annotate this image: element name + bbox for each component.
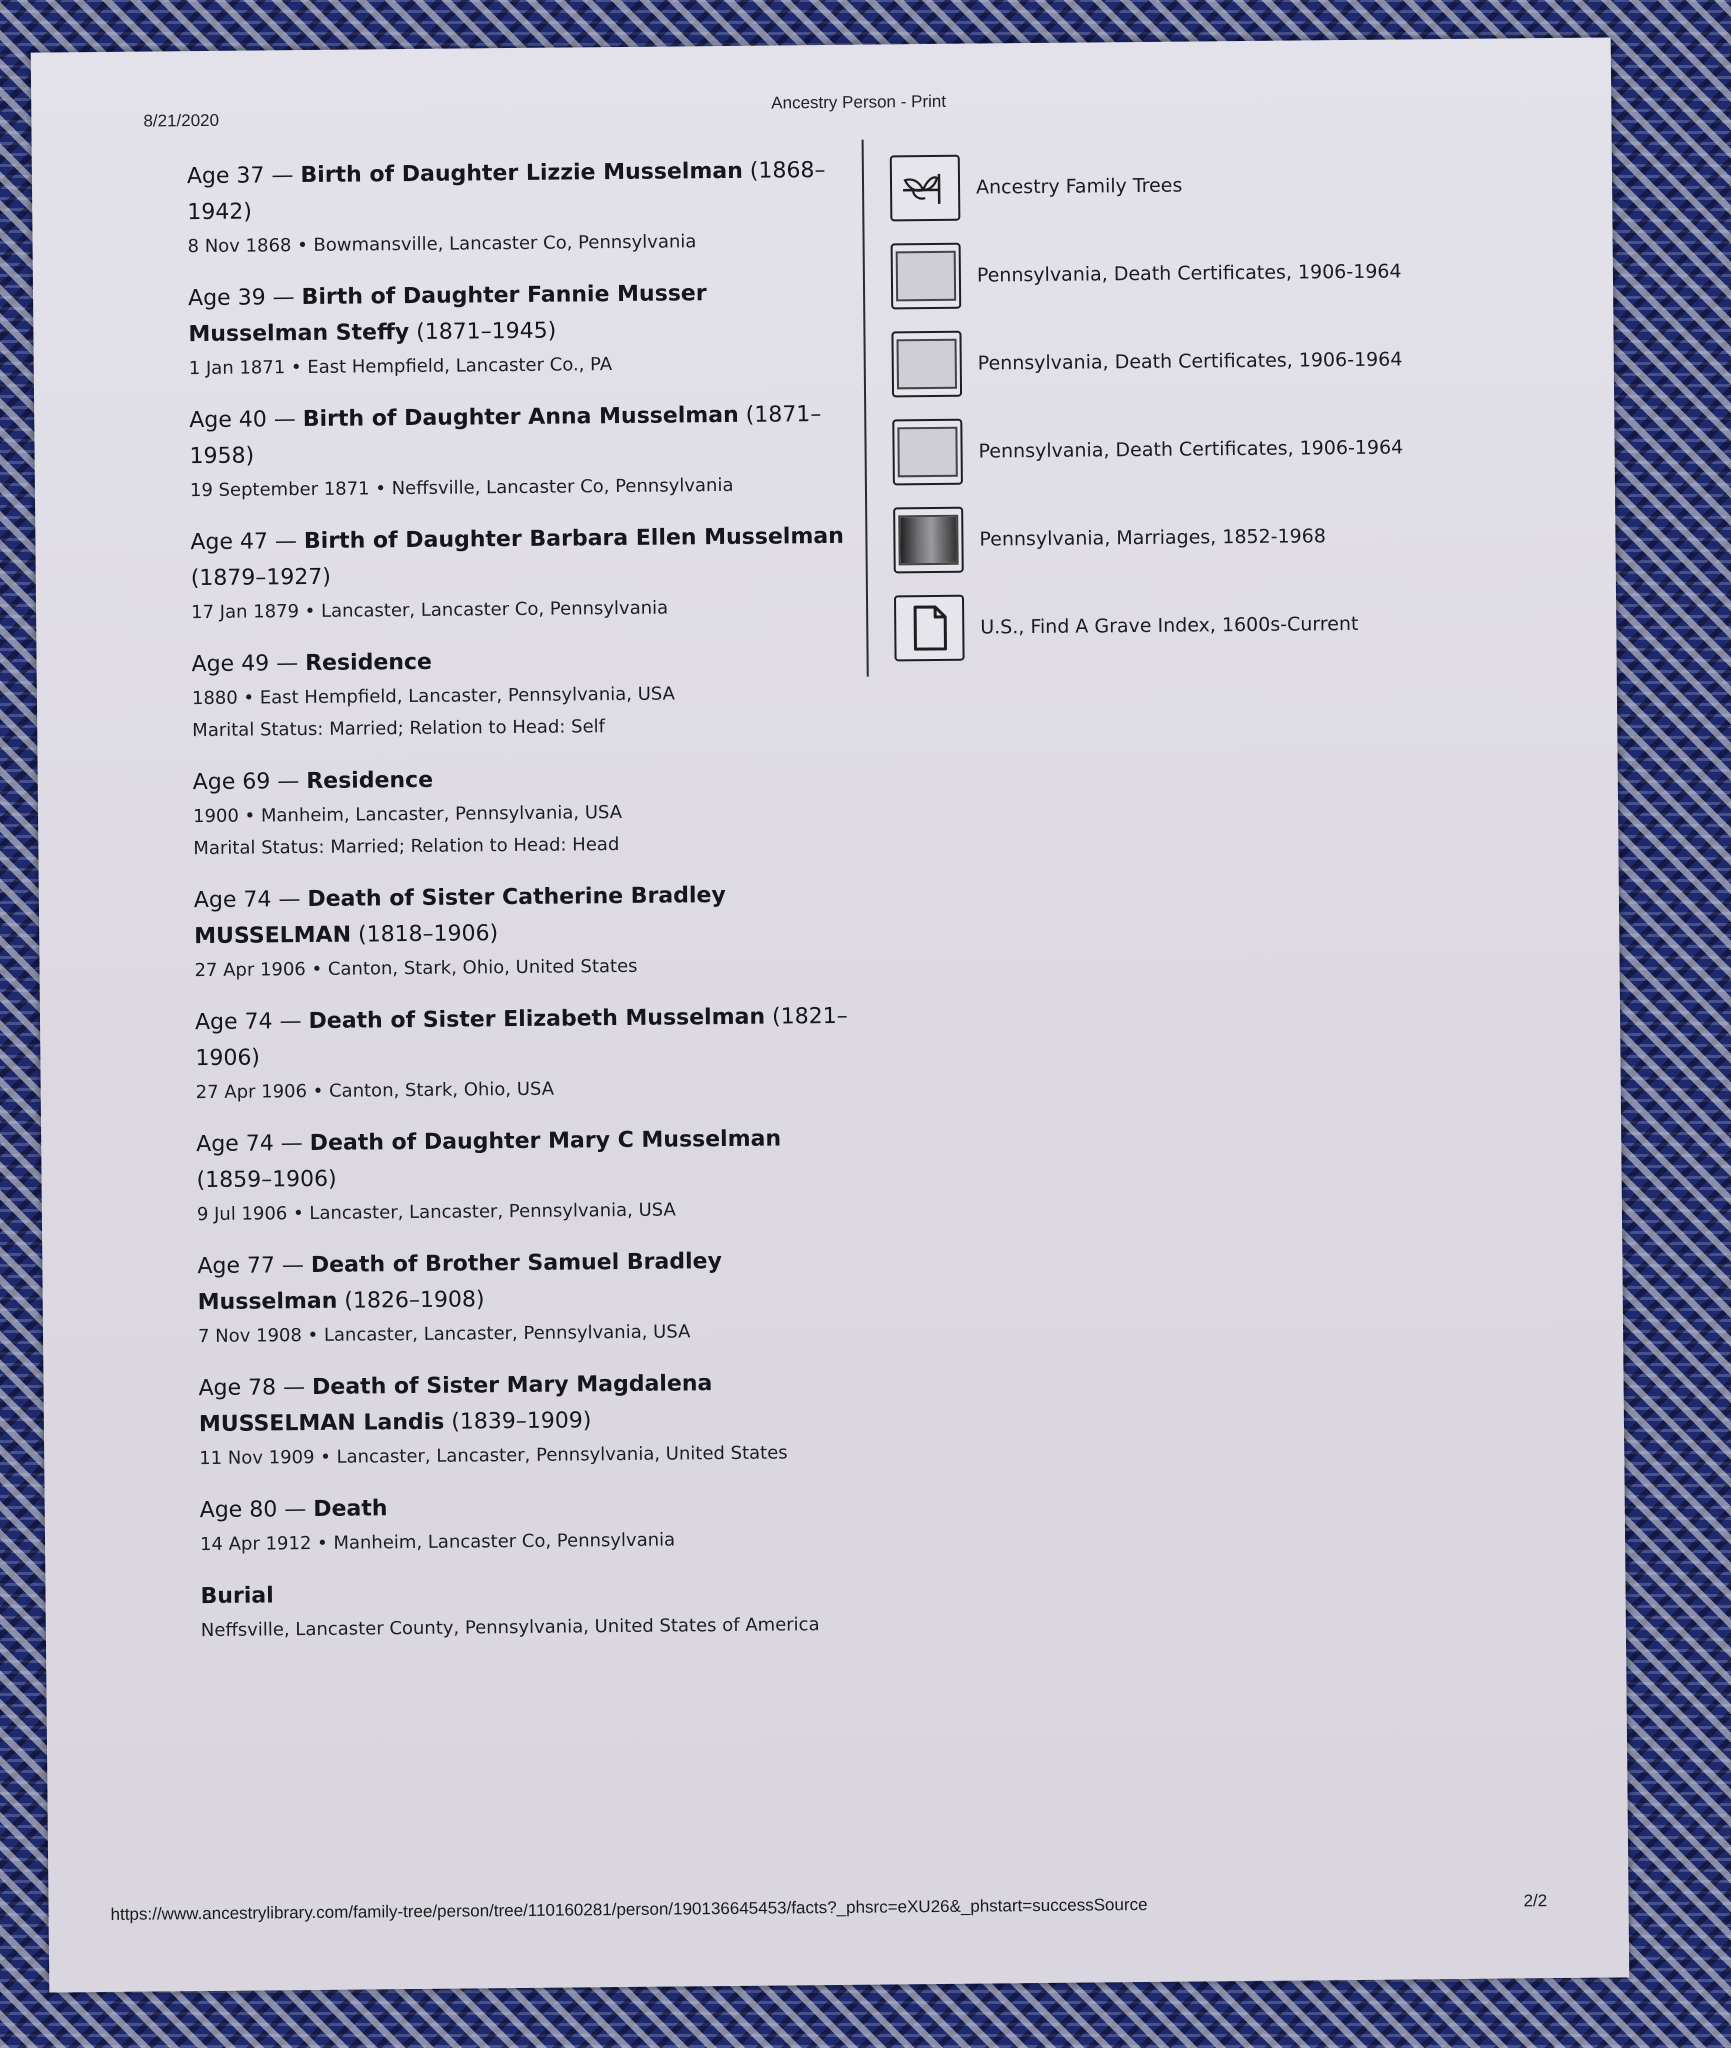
- document-image-icon: [891, 331, 962, 398]
- event-detail-secondary: Marital Status: Married; Relation to Head: Head: [193, 834, 620, 860]
- event-name: Birth of Daughter Lizzie Musselman: [300, 158, 743, 189]
- event-name: Burial: [200, 1583, 274, 1610]
- event-years: (1868–1942): [187, 158, 826, 226]
- source-item[interactable]: [890, 138, 1551, 232]
- event-item: [187, 153, 848, 263]
- event-item: [194, 877, 855, 987]
- event-name: Death: [313, 1496, 388, 1522]
- record-image-icon: [893, 507, 964, 574]
- event-name: Death of Sister Elizabeth Musselman: [308, 1004, 766, 1035]
- source-label[interactable]: Ancestry Family Trees: [975, 174, 1183, 199]
- source-item[interactable]: [891, 314, 1552, 408]
- event-age: Age 39 —: [187, 285, 302, 312]
- event-name: Death of Sister Catherine Bradley MUSSELMAN: [194, 882, 726, 950]
- event-age: Age 40 —: [189, 407, 303, 434]
- event-title: [198, 1365, 859, 1443]
- footer-url: https://www.ancestrylibrary.com/family-tree/person/tree/110160281/person/190136645453/facts?_phsrc=eXU26&_phstart=successSource: [110, 1894, 1148, 1924]
- document-image-icon: [891, 243, 962, 310]
- event-detail: 7 Nov 1908 • Lancaster, Lancaster, Pennsylvania, USA: [197, 1321, 691, 1348]
- event-detail: 8 Nov 1868 • Bowmansville, Lancaster Co, Pennsylvania: [187, 231, 697, 258]
- event-item: [193, 759, 854, 865]
- tree-leaf-icon: [890, 155, 961, 222]
- column-divider: [862, 140, 869, 677]
- event-years: (1871–1958): [189, 402, 822, 470]
- event-detail: 14 Apr 1912 • Manheim, Lancaster Co, Pennsylvania: [199, 1529, 676, 1556]
- event-years: (1818–1906): [350, 921, 499, 948]
- event-title: [197, 1243, 858, 1321]
- event-detail: 1900 • Manheim, Lancaster, Pennsylvania, USA: [192, 801, 623, 828]
- tree-leaf-glyph: [899, 168, 951, 208]
- source-label[interactable]: Pennsylvania, Marriages, 1852-1968: [979, 525, 1326, 551]
- event-item: [191, 641, 852, 747]
- event-title: [195, 999, 856, 1077]
- event-name: Residence: [306, 767, 434, 795]
- event-title: [196, 1121, 857, 1199]
- event-detail: 9 Jul 1906 • Lancaster, Lancaster, Pennsylvania, USA: [196, 1199, 676, 1226]
- printed-page: [31, 37, 1630, 1992]
- event-name: Birth of Daughter Barbara Ellen Musselman: [303, 523, 844, 555]
- event-name: Death of Brother Samuel Bradley Musselman: [197, 1249, 722, 1316]
- event-detail: 17 Jan 1879 • Lancaster, Lancaster Co, Pennsylvania: [191, 597, 669, 624]
- event-age: Age 77 —: [197, 1252, 312, 1280]
- source-item[interactable]: [892, 402, 1553, 496]
- event-age: Age 74 —: [193, 887, 308, 914]
- event-detail: Neffsville, Lancaster County, Pennsylvania, United States of America: [200, 1614, 820, 1642]
- event-detail: 27 Apr 1906 • Canton, Stark, Ohio, United States: [194, 955, 638, 982]
- event-name: Birth of Daughter Fannie Musser Musselman Steffy: [188, 281, 707, 348]
- event-years: (1821–1906): [195, 1003, 848, 1072]
- event-age: Age 37 —: [186, 163, 301, 190]
- event-age: Age 47 —: [190, 529, 305, 556]
- event-title: [194, 877, 855, 955]
- document-image-icon: [892, 419, 963, 486]
- source-item[interactable]: [890, 226, 1551, 320]
- event-age: Age 74 —: [194, 1009, 309, 1036]
- page-icon: [894, 595, 965, 662]
- source-item[interactable]: [893, 490, 1554, 584]
- page-number: 2/2: [1523, 1891, 1548, 1911]
- event-years: (1871–1945): [409, 318, 557, 346]
- event-item: [200, 1573, 861, 1647]
- event-detail: 1 Jan 1871 • East Hempfield, Lancaster Co., PA: [188, 354, 613, 380]
- event-item: [200, 1487, 861, 1561]
- source-item[interactable]: [894, 578, 1555, 672]
- source-label[interactable]: U.S., Find A Grave Index, 1600s-Current: [980, 612, 1359, 639]
- event-item: [198, 1365, 859, 1475]
- event-detail: 19 September 1871 • Neffsville, Lancaster Co, Pennsylvania: [189, 474, 734, 502]
- events-list: [187, 153, 861, 1665]
- event-age: Age 78 —: [198, 1374, 313, 1402]
- event-name: Death of Sister Mary Magdalena MUSSELMAN Landis: [198, 1371, 713, 1438]
- page-glyph: [909, 603, 949, 653]
- event-age: Age 80 —: [199, 1496, 314, 1524]
- event-age: Age 69 —: [192, 769, 307, 796]
- event-age: Age 49 —: [191, 651, 306, 678]
- event-detail: 27 Apr 1906 • Canton, Stark, Ohio, USA: [195, 1078, 555, 1104]
- event-detail: 11 Nov 1909 • Lancaster, Lancaster, Pennsylvania, United States: [199, 1442, 788, 1470]
- sources-list: [890, 138, 1555, 672]
- print-title: Ancestry Person - Print: [771, 91, 947, 113]
- event-years: (1879–1927): [190, 564, 332, 592]
- print-date: 8/21/2020: [143, 110, 220, 131]
- source-label[interactable]: Pennsylvania, Death Certificates, 1906-1964: [978, 436, 1404, 463]
- event-title: [188, 275, 849, 353]
- event-title: [189, 397, 850, 475]
- event-title: [187, 153, 848, 231]
- source-label[interactable]: Pennsylvania, Death Certificates, 1906-1964: [977, 348, 1403, 375]
- source-label[interactable]: Pennsylvania, Death Certificates, 1906-1964: [976, 260, 1402, 287]
- event-years: (1839–1909): [444, 1408, 592, 1435]
- event-detail: 1880 • East Hempfield, Lancaster, Pennsylvania, USA: [191, 683, 675, 710]
- event-item: [196, 1121, 857, 1231]
- event-name: Birth of Daughter Anna Musselman: [302, 402, 739, 433]
- event-name: Death of Daughter Mary C Musselman: [309, 1126, 782, 1156]
- event-age: Age 74 —: [196, 1131, 310, 1158]
- event-item: [190, 519, 851, 629]
- event-item: [197, 1243, 858, 1353]
- event-years: (1826–1908): [337, 1287, 485, 1314]
- event-name: Residence: [305, 649, 433, 677]
- event-years: (1859–1906): [196, 1166, 337, 1194]
- event-item: [195, 999, 856, 1109]
- event-title: [190, 519, 851, 597]
- event-detail-secondary: Marital Status: Married; Relation to Head: Self: [192, 716, 606, 742]
- event-item: [189, 397, 850, 507]
- event-item: [188, 275, 849, 385]
